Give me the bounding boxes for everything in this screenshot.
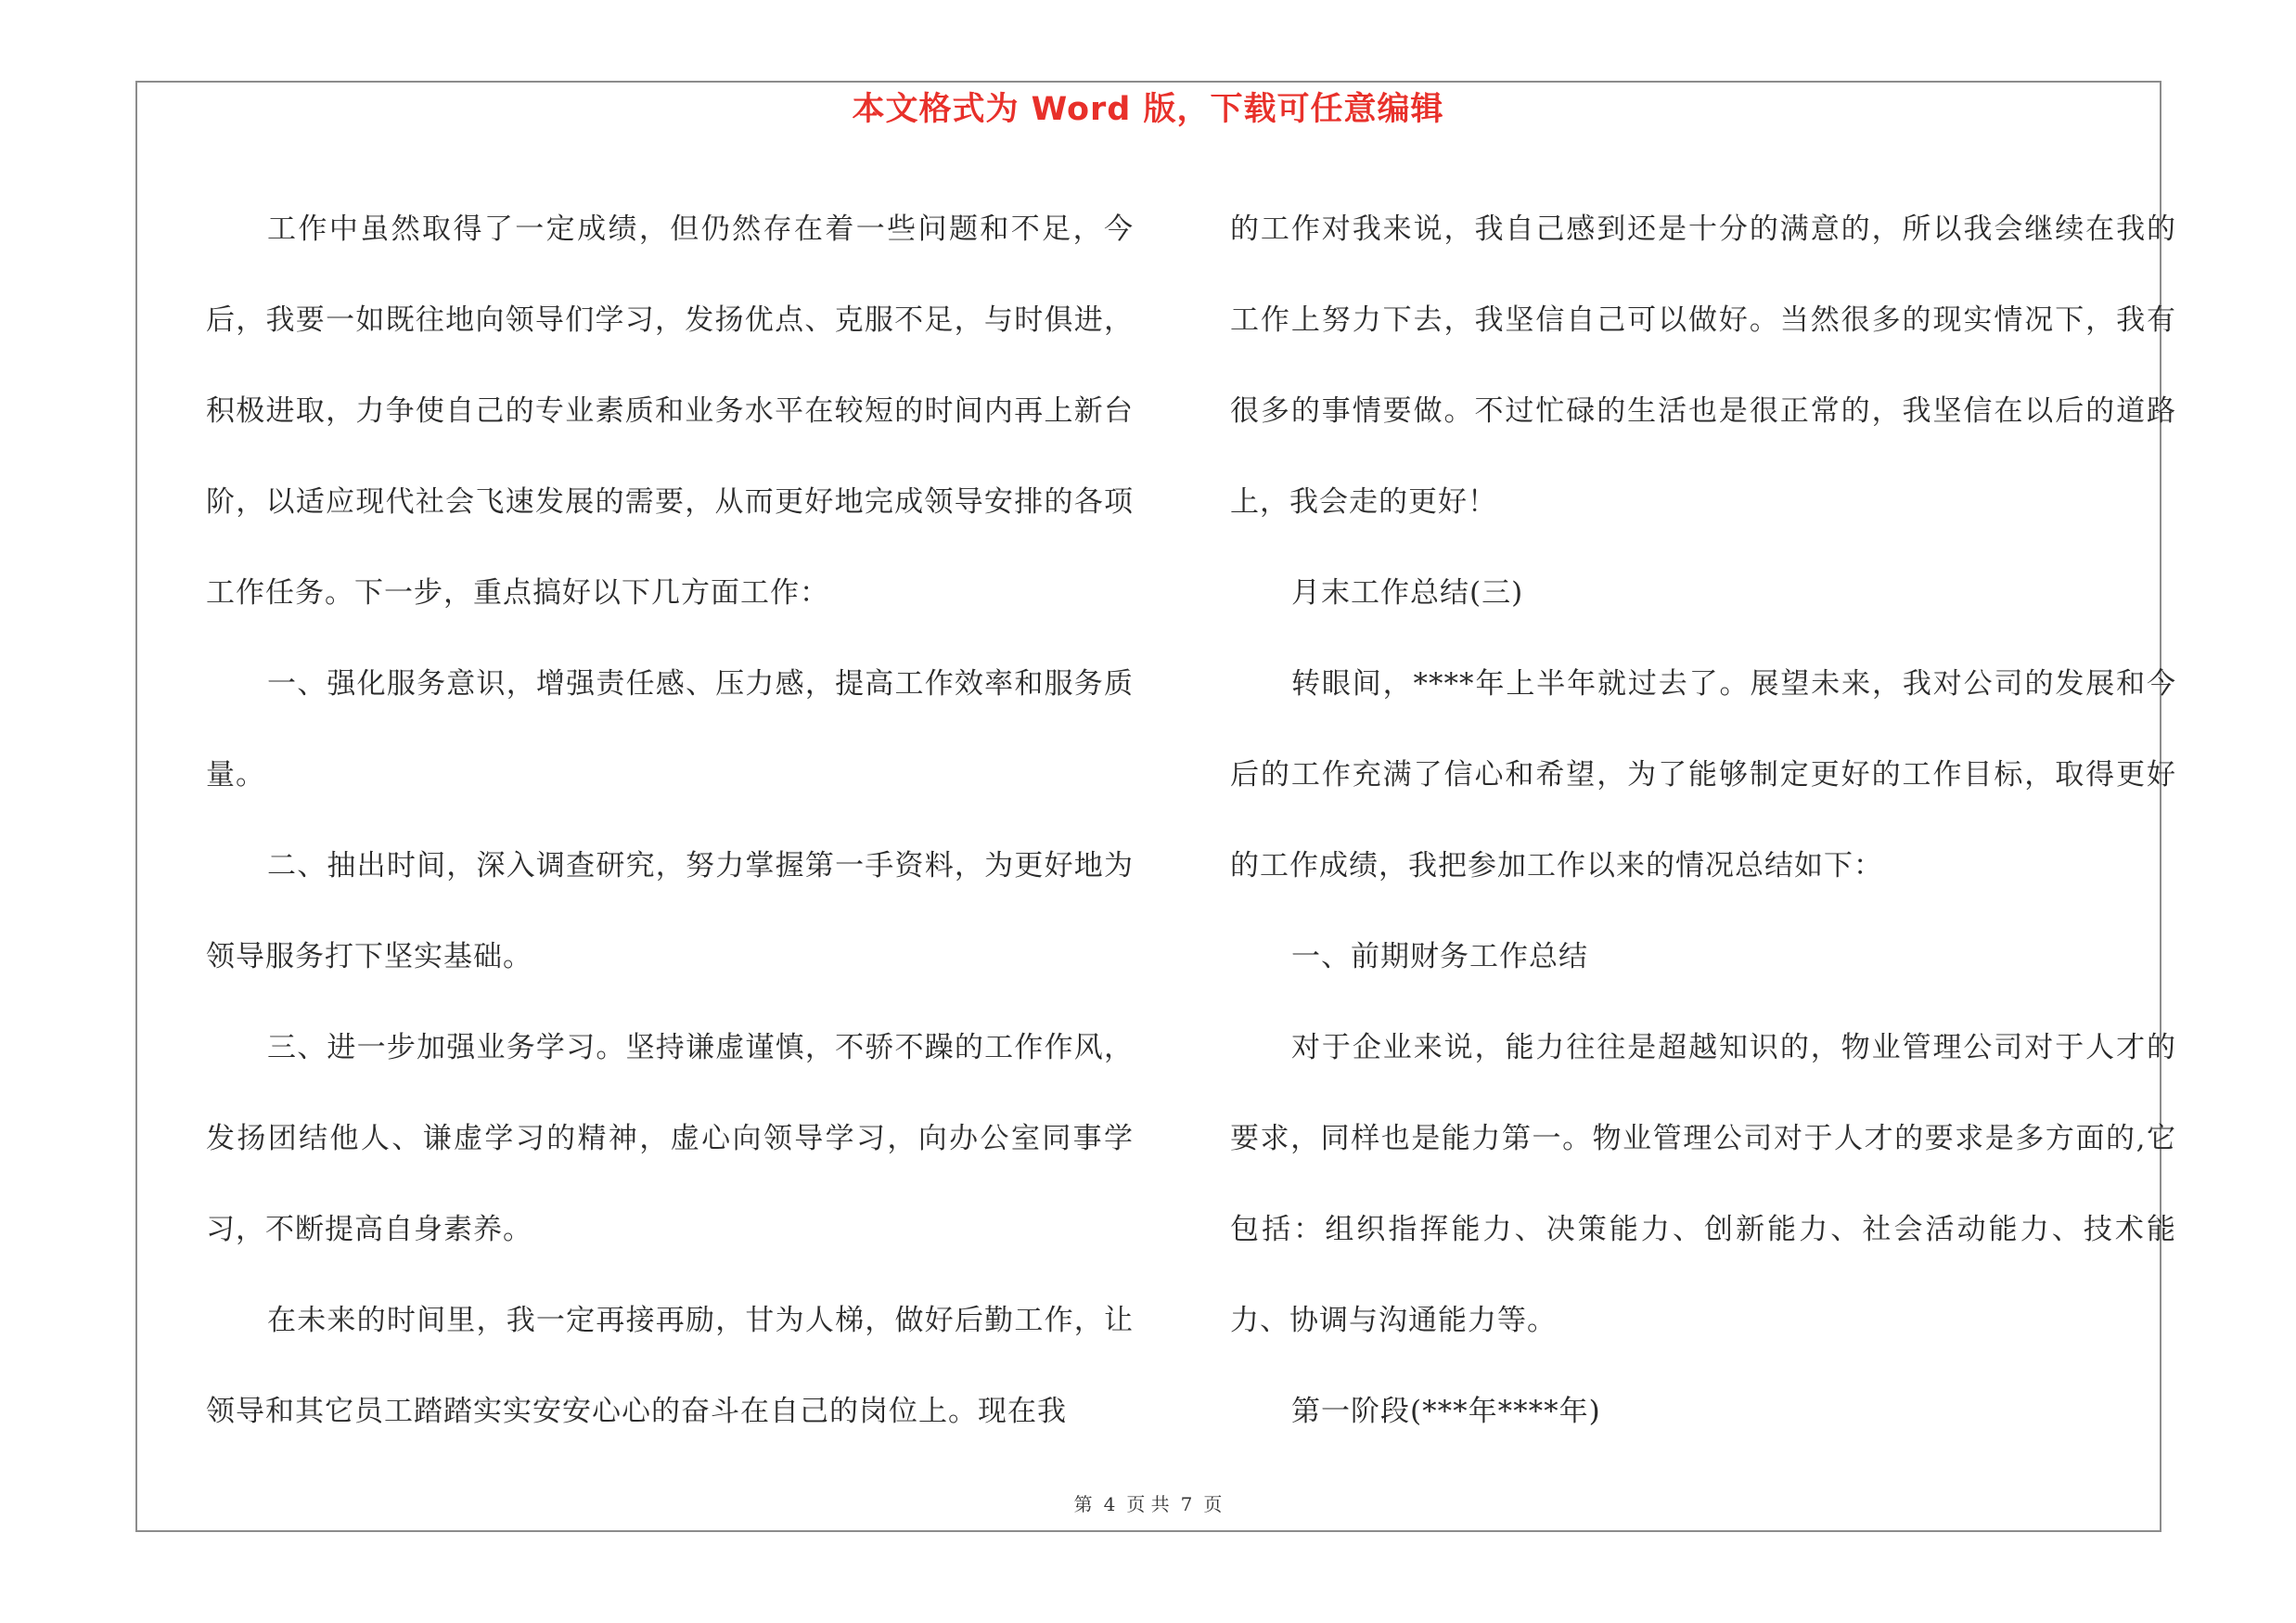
right-column (1230, 184, 2176, 1457)
right-paragraph-3: 对于企业来说，能力往往是超越知识的，物业管理公司对于人才的要求，同样也是能力第一。物业管理公司对于人才的要求是多方面的,它包括：组织指挥能力、决策能力、创新能力、社会活动能力、技术能力、协调与沟通能力等。 (1230, 1031, 2176, 1337)
left-column (206, 184, 1134, 1457)
left-paragraph-3: 二、抽出时间，深入调查研究，努力掌握第一手资料，为更好地为领导服务打下坚实基础。 (206, 849, 1134, 973)
page-footer (0, 1490, 2296, 1518)
total-pages-number: 7 (1180, 1493, 1193, 1515)
footer-prefix: 第 (1073, 1493, 1093, 1515)
footer-mid: 页 共 (1126, 1493, 1170, 1515)
stage-heading: 第一阶段(***年****年) (1291, 1395, 1601, 1428)
right-paragraph-1: 的工作对我来说，我自己感到还是十分的满意的，所以我会继续在我的工作上努力下去，我坚信自己可以做好。当然很多的现实情况下，我有很多的事情要做。不过忙碌的生活也是很正常的，我坚信在以后的道路上，我会走的更好！ (1230, 213, 2176, 519)
section-heading: 月末工作总结(三) (1291, 576, 1524, 610)
left-paragraph-1: 工作中虽然取得了一定成绩，但仍然存在着一些问题和不足，今后，我要一如既往地向领导们学习，发扬优点、克服不足，与时俱进，积极进取，力争使自己的专业素质和业务水平在较短的时间内再上新台阶，以适应现代社会飞速发展的需要，从而更好地完成领导安排的各项工作任务。下一步，重点搞好以下几方面工作： (206, 213, 1134, 610)
footer-suffix: 页 (1203, 1493, 1223, 1515)
right-paragraph-2: 转眼间，****年上半年就过去了。展望未来，我对公司的发展和今后的工作充满了信心和希望，为了能够制定更好的工作目标，取得更好的工作成绩，我把参加工作以来的情况总结如下： (1230, 667, 2176, 882)
left-paragraph-2: 一、强化服务意识，增强责任感、压力感，提高工作效率和服务质量。 (206, 667, 1134, 792)
left-paragraph-5: 在未来的时间里，我一定再接再励，甘为人梯，做好后勤工作，让领导和其它员工踏踏实实安安心心的奋斗在自己的岗位上。现在我 (206, 1304, 1134, 1428)
subsection-heading: 一、前期财务工作总结 (1291, 940, 1588, 973)
current-page-number: 4 (1103, 1493, 1116, 1515)
left-paragraph-4: 三、进一步加强业务学习。坚持谦虚谨慎，不骄不躁的工作作风，发扬团结他人、谦虚学习的精神，虚心向领导学习，向办公室同事学习，不断提高自身素养。 (206, 1031, 1134, 1246)
format-banner: 本文格式为 Word 版，下载可任意编辑 (852, 91, 1444, 128)
